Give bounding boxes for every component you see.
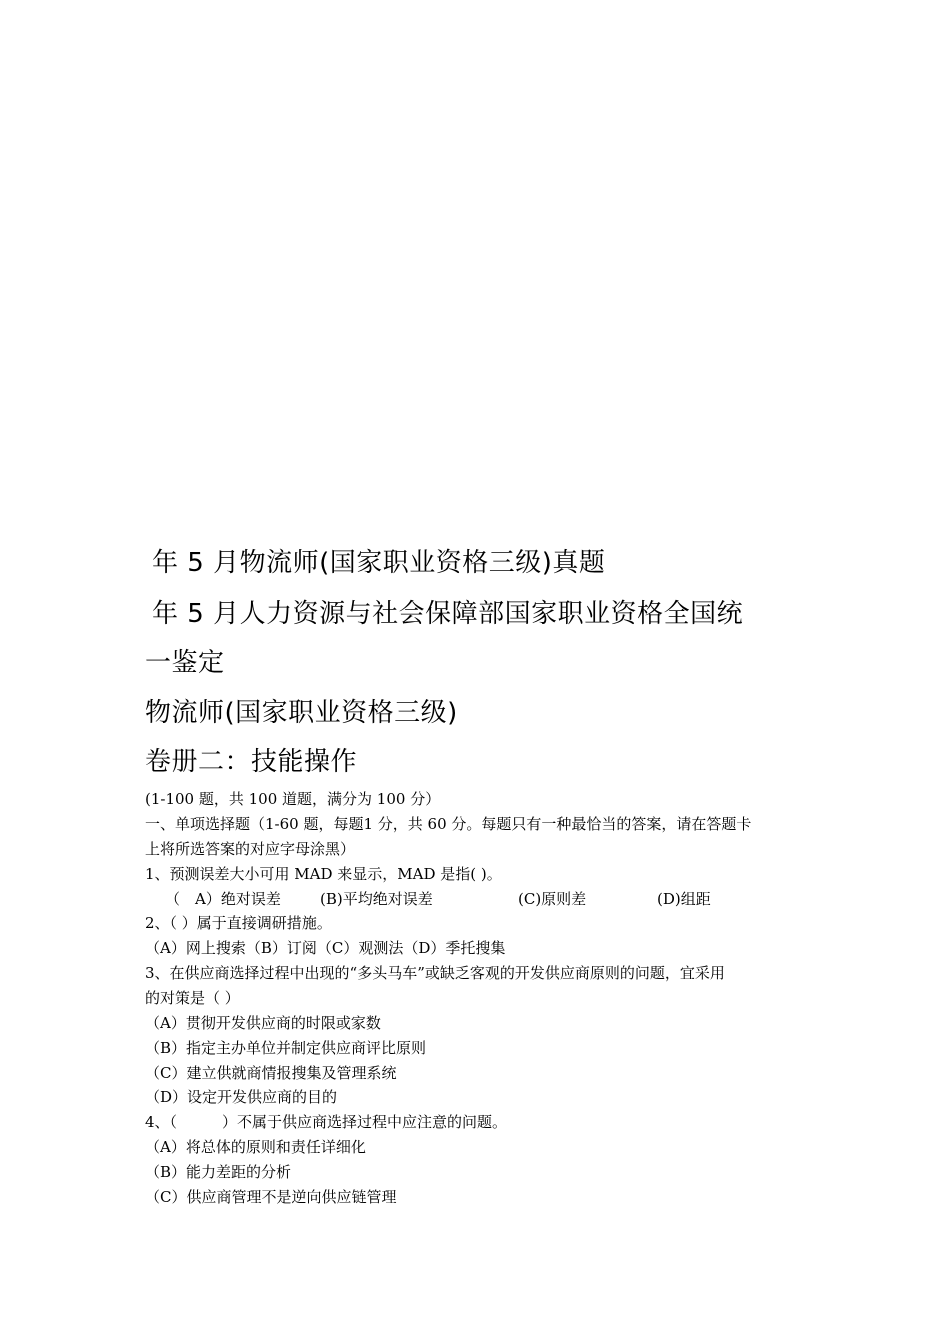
doc-title-line-1: 年 5 月物流师(国家职业资格三级)真题 bbox=[152, 548, 606, 578]
doc-title-line-3: 一鉴定 bbox=[145, 648, 225, 678]
question-2-options: （A）网上搜索（B）订阅（C）观测法（D）季托搜集 bbox=[145, 939, 506, 957]
question-4-option-a: （A）将总体的原则和责任详细化 bbox=[145, 1138, 366, 1156]
question-4-stem: 4、（ ）不属于供应商选择过程中应注意的问题。 bbox=[145, 1113, 508, 1131]
section-1-heading: 一、单项选择题（1-60 题，每题1 分，共 60 分。每题只有一种最恰当的答案，请在答题卡 bbox=[145, 815, 752, 833]
question-3-option-c: （C）建立供就商情报搜集及管理系统 bbox=[145, 1064, 397, 1082]
question-3-option-d: （D）设定开发供应商的目的 bbox=[145, 1088, 338, 1106]
exam-intro: (1-100 题，共 100 道题，满分为 100 分） bbox=[145, 790, 441, 808]
question-2-stem: 2、（ ）属于直接调研措施。 bbox=[145, 914, 332, 932]
section-1-heading-cont: 上将所选答案的对应字母涂黑） bbox=[145, 840, 356, 858]
doc-title-line-2: 年 5 月人力资源与社会保障部国家职业资格全国统 bbox=[152, 599, 744, 629]
question-1-option-b: (B)平均绝对误差 bbox=[320, 890, 433, 908]
question-3-option-b: （B）指定主办单位并制定供应商评比原则 bbox=[145, 1039, 427, 1057]
question-1-option-a: （ A）绝对误差 bbox=[165, 890, 281, 908]
question-4-option-c: （C）供应商管理不是逆向供应链管理 bbox=[145, 1188, 397, 1206]
question-1-stem: 1、预测误差大小可用 MAD 来显示，MAD 是指( )。 bbox=[145, 865, 502, 883]
doc-title-line-4: 物流师(国家职业资格三级) bbox=[145, 698, 458, 728]
question-4-option-b: （B）能力差距的分析 bbox=[145, 1163, 292, 1181]
question-3-option-a: （A）贯彻开发供应商的时限或家数 bbox=[145, 1014, 381, 1032]
question-1-option-d: (D)组距 bbox=[657, 890, 711, 908]
question-3-stem-cont: 的对策是（ ） bbox=[145, 989, 240, 1007]
question-1-option-c: (C)原则差 bbox=[518, 890, 587, 908]
doc-title-line-5: 卷册二：技能操作 bbox=[145, 747, 358, 777]
question-3-stem: 3、在供应商选择过程中出现的“多头马车”或缺乏客观的开发供应商原则的问题，宜采用 bbox=[145, 964, 725, 982]
